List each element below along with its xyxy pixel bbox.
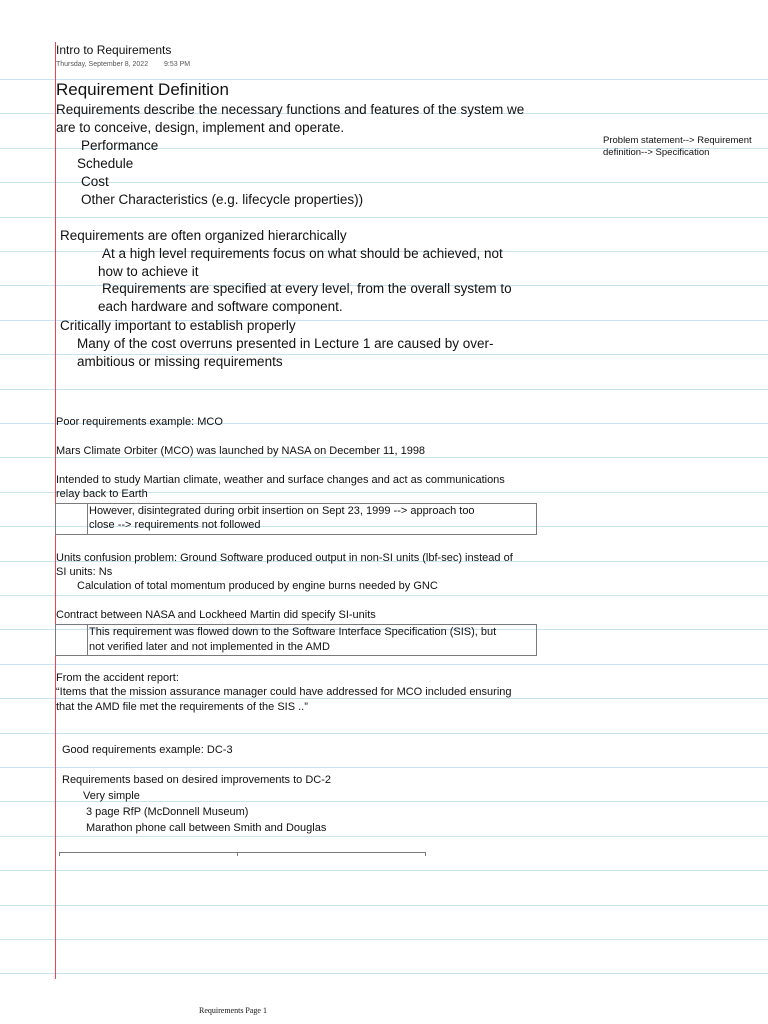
ruled-line bbox=[0, 973, 768, 974]
hierarchy-line: Requirements are specified at every level, from the overall system to bbox=[102, 281, 512, 296]
ruled-line bbox=[0, 664, 768, 665]
page-title: Intro to Requirements bbox=[56, 43, 172, 57]
hierarchy-line: ambitious or missing requirements bbox=[77, 354, 283, 369]
ruled-line bbox=[0, 595, 768, 596]
page-footer: Requirements Page 1 bbox=[199, 1006, 267, 1015]
definition-item: Schedule bbox=[77, 156, 134, 171]
hierarchy-line: Many of the cost overruns presented in Lecture 1 are caused by over- bbox=[77, 336, 494, 351]
definition-item: Other Characteristics (e.g. lifecycle properties)) bbox=[81, 192, 364, 207]
box-column-divider bbox=[87, 504, 88, 534]
definition-line-2: are to conceive, design, implement and operate. bbox=[56, 120, 345, 135]
dc3-heading: Good requirements example: DC-3 bbox=[62, 744, 233, 756]
definition-item: Performance bbox=[81, 138, 159, 153]
units-line-3: Calculation of total momentum produced by engine burns needed by GNC bbox=[77, 580, 438, 592]
definition-item: Cost bbox=[81, 174, 109, 189]
hierarchy-line: Critically important to establish properly bbox=[60, 318, 296, 333]
mco-intended-2: relay back to Earth bbox=[56, 488, 148, 500]
hierarchy-line: Requirements are often organized hierarchically bbox=[60, 228, 347, 243]
hierarchy-line: each hardware and software component. bbox=[98, 299, 343, 314]
hierarchy-line: how to achieve it bbox=[98, 264, 199, 279]
ruled-line bbox=[0, 733, 768, 734]
page-time: 9:53 PM bbox=[164, 61, 191, 68]
box2-line-2: not verified later and not implemented in the AMD bbox=[89, 641, 330, 653]
box1-line-1: However, disintegrated during orbit insertion on Sept 23, 1999 --> approach too bbox=[89, 505, 475, 517]
dc3-line: Very simple bbox=[83, 790, 140, 802]
mco-heading: Poor requirements example: MCO bbox=[56, 416, 223, 428]
mco-intended-1: Intended to study Martian climate, weather and surface changes and act as communications bbox=[56, 474, 505, 486]
ruled-line bbox=[0, 939, 768, 940]
dc3-line: Marathon phone call between Smith and Douglas bbox=[86, 822, 327, 834]
ruled-line bbox=[0, 217, 768, 218]
dc3-line: Requirements based on desired improvements to DC-2 bbox=[62, 774, 332, 786]
hierarchy-line: At a high level requirements focus on what should be achieved, not bbox=[102, 246, 503, 261]
ruled-line bbox=[0, 389, 768, 390]
ruled-line bbox=[0, 182, 768, 183]
section-heading: Requirement Definition bbox=[56, 80, 229, 99]
table-outline bbox=[59, 852, 426, 856]
ruled-line bbox=[0, 870, 768, 871]
mco-launch: Mars Climate Orbiter (MCO) was launched by NASA on December 11, 1998 bbox=[56, 445, 426, 457]
sidenote-line-2: definition--> Specification bbox=[603, 147, 710, 158]
ruled-line bbox=[0, 836, 768, 837]
ruled-line bbox=[0, 767, 768, 768]
table-column-divider bbox=[237, 853, 238, 856]
units-line-2: SI units: Ns bbox=[56, 566, 113, 578]
report-quote-2: that the AMD file met the requirements of the SIS ..” bbox=[56, 701, 308, 713]
contract-line: Contract between NASA and Lockheed Martin did specify SI-units bbox=[56, 609, 376, 621]
report-quote-1: “Items that the mission assurance manager could have addressed for MCO included ensuring bbox=[56, 686, 512, 698]
box1-line-2: close --> requirements not followed bbox=[89, 519, 261, 531]
sidenote-line-1: Problem statement--> Requirement bbox=[603, 135, 752, 146]
definition-line-1: Requirements describe the necessary functions and features of the system we bbox=[56, 102, 525, 117]
box-column-divider bbox=[87, 625, 88, 655]
page-date: Thursday, September 8, 2022 bbox=[56, 61, 149, 68]
report-heading: From the accident report: bbox=[56, 672, 179, 684]
units-line-1: Units confusion problem: Ground Software produced output in non-SI units (lbf-sec) instead of bbox=[56, 552, 513, 564]
box2-line-1: This requirement was flowed down to the Software Interface Specification (SIS), but bbox=[89, 626, 497, 638]
ruled-line bbox=[0, 905, 768, 906]
dc3-line: 3 page RfP (McDonnell Museum) bbox=[86, 806, 249, 818]
